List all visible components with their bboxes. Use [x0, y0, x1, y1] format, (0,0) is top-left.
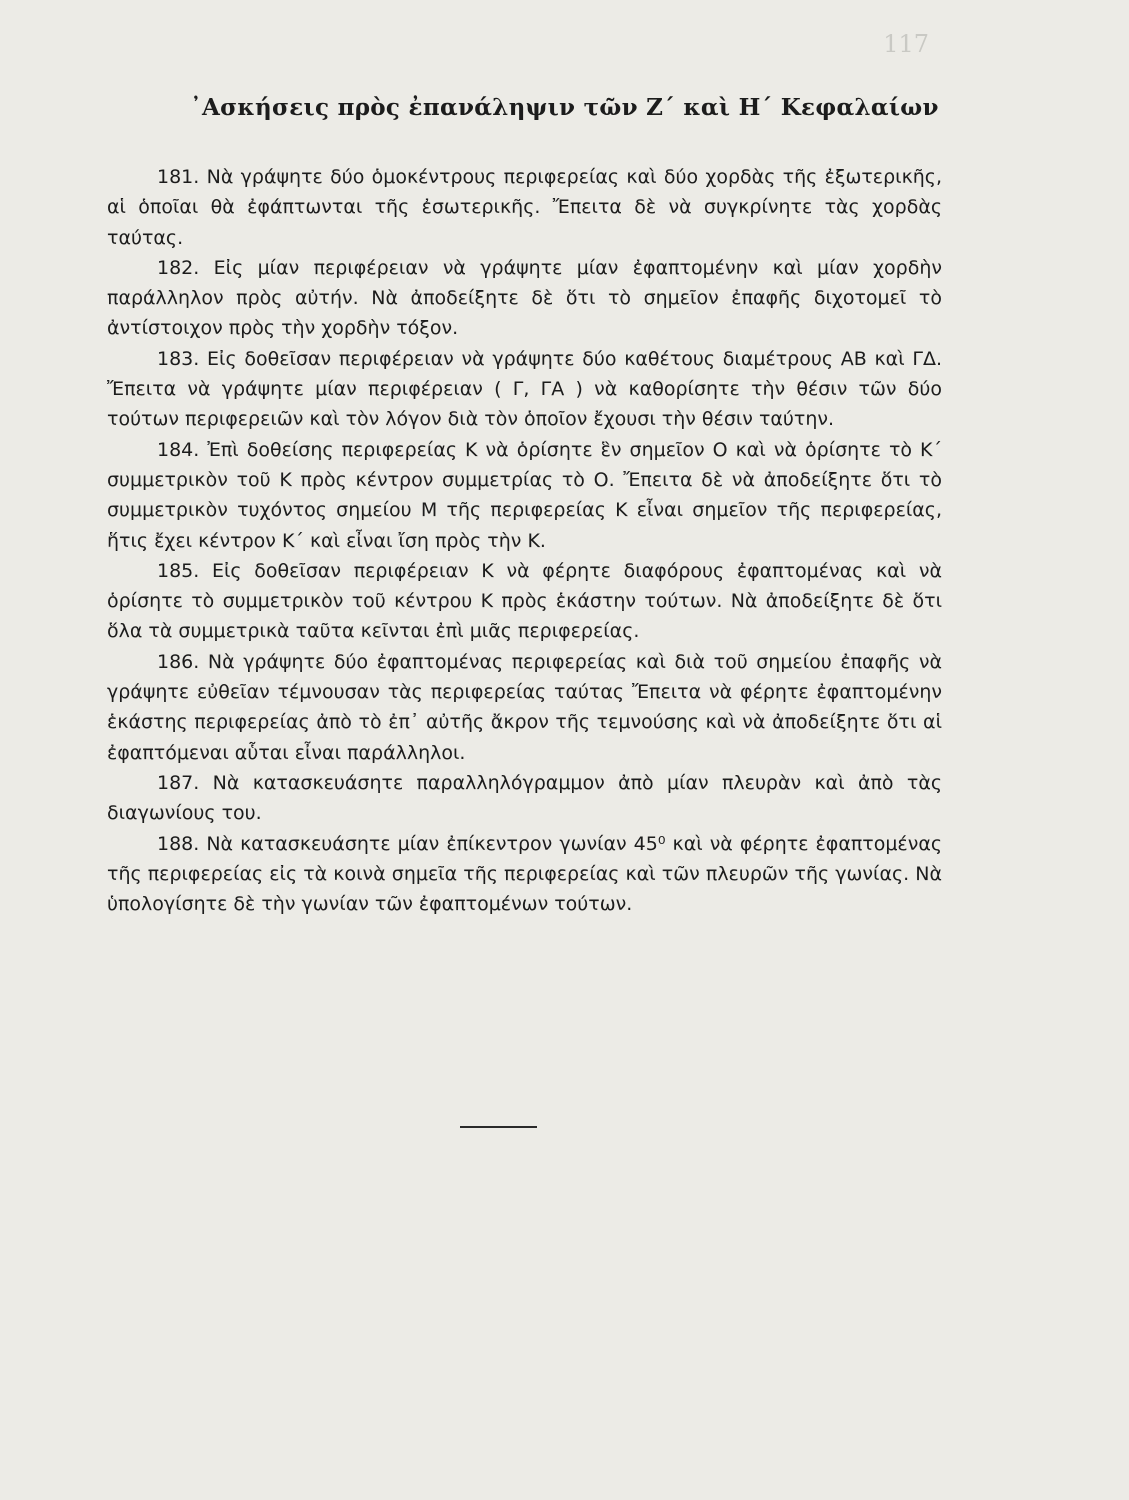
- exercise-183: 183. Εἰς δοθεῖσαν περιφέρειαν νὰ γράψητε δύο καθέτους διαμέτρους ΑΒ καὶ ΓΔ. Ἔπειτα νὰ γράψητε μίαν περιφέρειαν ( Γ, ΓΑ ) νὰ καθορίσητε τὴν θέσιν τῶν δύο τούτων περιφερειῶν καὶ τὸν λόγον διὰ τὸν ὁποῖον ἔχουσι τὴν θέσιν ταύτην.: [107, 347, 942, 431]
- exercise-181: 181. Νὰ γράψητε δύο ὁμοκέντρους περιφερείας καὶ δύο χορδὰς τῆς ἐξωτερικῆς, αἱ ὁποῖαι θὰ ἐφάπτωνται τῆς ἐσωτερικῆς. Ἔπειτα δὲ νὰ συγκρίνητε τὰς χορδὰς ταύτας.: [107, 166, 942, 249]
- exercise-184: 184. Ἐπὶ δοθείσης περιφερείας Κ νὰ ὁρίσητε ἓν σημεῖον Ο καὶ νὰ ὁρίσητε τὸ Κ΄ συμμετρικὸν τοῦ Κ πρὸς κέντρον συμμετρίας τὸ Ο. Ἔπειτα δὲ νὰ ἀποδείξητε ὅτι τὸ συμμετρικὸν τυχόντος σημείου Μ τῆς περιφερείας Κ εἶναι σημεῖον τῆς περιφερείας, ἥτις ἔχει κέντρον Κ΄ καὶ εἶναι ἴση πρὸς τὴν Κ.: [107, 438, 942, 552]
- exercise-182: 182. Εἰς μίαν περιφέρειαν νὰ γράψητε μίαν ἐφαπτομένην καὶ μίαν χορδὴν παράλληλον πρὸς αὐτήν. Νὰ ἀποδείξητε δὲ ὅτι τὸ σημεῖον ἐπαφῆς διχοτομεῖ τὸ ἀντίστοιχον πρὸς τὴν χορδὴν τόξον.: [107, 256, 942, 340]
- page-number: 117: [883, 30, 929, 58]
- exercise-186: 186. Νὰ γράψητε δύο ἐφαπτομένας περιφερείας καὶ διὰ τοῦ σημείου ἐπαφῆς νὰ γράψητε εὐθεῖαν τέμνουσαν τὰς περιφερείας ταύτας Ἔπειτα νὰ φέρητε ἐφαπτομένην ἑκάστης περιφερείας ἀπὸ τὸ ἐπ᾿ αὐτῆς ἄκρον τῆς τεμνούσης καὶ νὰ ἀποδείξητε ὅτι αἱ ἐφαπτόμεναι αὗται εἶναι παράλληλοι.: [107, 650, 942, 764]
- page-title: ᾿Ασκήσεις πρὸς ἐπανάληψιν τῶν Ζ΄ καὶ Η΄ Κεφαλαίων: [190, 94, 939, 121]
- exercise-185: 185. Εἰς δοθεῖσαν περιφέρειαν Κ νὰ φέρητε διαφόρους ἐφαπτομένας καὶ νὰ ὁρίσητε τὸ συμμετρικὸν τοῦ κέντρου Κ πρὸς ἑκάστην τούτων. Νὰ ἀποδείξητε δὲ ὅτι ὅλα τὰ συμμετρικὰ ταῦτα κεῖνται ἐπὶ μιᾶς περιφερείας.: [107, 559, 942, 643]
- exercise-187: 187. Νὰ κατασκευάσητε παραλληλόγραμμον ἀπὸ μίαν πλευρὰν καὶ ἀπὸ τὰς διαγωνίους του.: [107, 771, 942, 825]
- exercise-188: 188. Νὰ κατασκευάσητε μίαν ἐπίκεντρον γωνίαν 45⁰ καὶ νὰ φέρητε ἐφαπτομένας τῆς περιφερείας εἰς τὰ κοινὰ σημεῖα τῆς περιφερείας καὶ τῶν πλευρῶν τῆς γωνίας. Νὰ ὑπολογίσητε δὲ τὴν γωνίαν τῶν ἐφαπτομένων τούτων.: [107, 832, 942, 916]
- exercise-list: [107, 162, 942, 919]
- section-end-rule: [460, 1126, 537, 1128]
